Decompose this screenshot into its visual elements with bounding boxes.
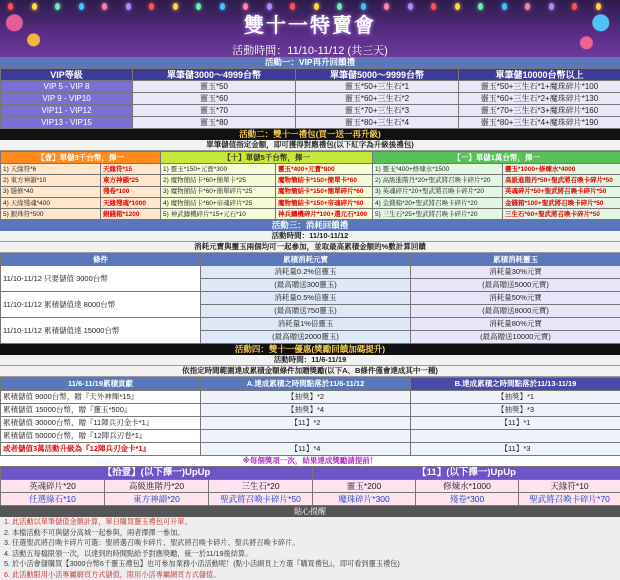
light-bulb [572,3,577,10]
consume-coin-reward: 消耗量30%元寶 [411,266,620,279]
vip-reward: 靈玉*50+三生石*1+魔珠碎片*100 [459,81,620,93]
vip-reward: 靈玉*50 [133,81,296,93]
table-row [1,266,620,279]
pack-upgrade: 靈玉*400+元寶*800 [276,164,373,175]
bonus-condition: 累積儲值 15000台幣，贈『靈玉*500』 [1,404,201,417]
vip-col-header: 單筆儲3000～4999台幣 [133,69,296,81]
bonus-condition: 累積儲值 30000台幣，贈『11陣兵刃金卡*1』 [1,417,201,430]
pack-upgrade: 東方神韻*25 [101,175,161,186]
bonus-a-reward: 【抽獎】*4 [201,404,411,417]
vip-reward: 靈玉*70+三生石*3+魔珠碎片*160 [459,105,620,117]
vip-level: VIP11 - VIP12 [1,105,133,117]
consume-coin-reward: (最高贈送8000元寶) [411,305,620,318]
light-bulb [408,3,413,10]
pick-option: 魔珠碎片*300 [313,493,416,506]
light-bulb [220,3,225,10]
table-row [1,292,620,305]
light-bulb [79,3,84,10]
light-bulb [384,3,389,10]
pack-upgrade: 英魂碎片*50+聖武將召喚卡碎片*50 [503,186,620,197]
pack-upgrade: 天緣殘魂*1000 [101,197,161,208]
pack-upgrade: 靈玉*1000+修煉水*4000 [503,164,620,175]
light-bulb [478,3,483,10]
pack-upgrade: 天緣符*15 [101,164,161,175]
table-row [1,186,620,197]
act4-title: 活動四：雙十一優惠(獎勵回饋加碼提升) [0,344,620,355]
table-row [1,81,620,93]
bonus-condition: 累積儲值 9000台幣，贈『天外神輝*15』 [1,391,201,404]
pack-upgrade: 魔物簡結卡*150+簡單卡*60 [276,175,373,186]
vip-col-header: 單筆儲5000～9999台幣 [296,69,459,81]
table-row [1,430,620,443]
light-bulb [243,3,248,10]
pack-upgrade: 三生石*60+聖武將召喚卡碎片*50 [503,209,620,220]
pick-option: 三生石*20 [209,480,313,493]
consume-condition: 11/10-11/12 只要儲值 3000台幣 [1,266,201,292]
consume-condition: 11/10-11/12 累積儲值達 15000台幣 [1,318,201,344]
light-bulb [55,3,60,10]
pack-base: 2) 魔物簡結卡*60+簡單卡*25 [161,175,276,186]
vip-level: VIP 5 - VIP 8 [1,81,133,93]
light-bulb [502,3,507,10]
vip-reward: 靈玉*60 [133,93,296,105]
pick-option: 聖武將召喚卡碎片*50 [209,493,313,506]
act2-title-text: 活動二：雙十一禮包(買一送一再升級) [239,129,381,139]
bonus-b-reward [411,430,620,443]
table-row [1,417,620,430]
bonus-table [0,377,620,456]
vip-col-header: VIP等級 [1,69,133,81]
vip-level: VIP 9 - VIP10 [1,93,133,105]
pack-base: 5) 銀珠符*500 [1,209,101,220]
consume-coin-reward: (最高贈送10000元寶) [411,331,620,344]
pack-base: 5) 三生石*25+聖武將召喚卡碎片*20 [373,209,503,220]
pack-base: 2) 東方神韻*10 [1,175,101,186]
light-bulb [102,3,107,10]
table-row [1,175,620,186]
light-bulb [525,3,530,10]
pack-upgrade: 魔物簡結卡*150+簡單碎片*60 [276,186,373,197]
tip-line: 5. 於小活會儲購買【3000台幣6千靈玉禮包】也可參加業務小活活動呢！(點小活網頁上方選『購買禮包』，即可看到靈玉禮包) [0,559,620,570]
bonus-a-reward [201,430,411,443]
pack-upgrade: 金錢箱*100+聖武將召喚卡碎片*50 [503,197,620,208]
consume-gem-reward: (最高贈送750靈玉) [201,305,411,318]
consume-condition: 11/10-11/12 累積儲值達 8000台幣 [1,292,201,318]
act4-period: 活動時間：11/6-11/19 [0,355,620,366]
right-pick-header: 【11】(以下擇一)UpUp [313,467,620,480]
vip-reward: 靈玉*70+三生石*3 [296,105,459,117]
light-bulb [455,3,460,10]
consume-gem-reward: 消耗量1%倍靈玉 [201,318,411,331]
pick-option: 殘卷*300 [416,493,519,506]
light-bulb [361,3,366,10]
pack-base: 3) 魔物簡結卡*60+簡單碎片*25 [161,186,276,197]
pick-option: 聖武將召喚卡碎片*70 [519,493,620,506]
consume-coin-reward: (最高贈送5000元寶) [411,279,620,292]
consume-col-header: 累積消耗元寶 [201,254,411,266]
consume-coin-reward: 消耗量50%元寶 [411,292,620,305]
act3-period: 活動時間：11/10-11/12 [0,231,620,242]
pick-option: 修煉水*1000 [416,480,519,493]
light-bulb [549,3,554,10]
vip-table [0,68,620,129]
bonus-b-reward: 【11】*3 [411,443,620,456]
act3-subtitle: 消耗元寶與靈玉兩個均可一起參加，並取最高累積金額的%數計算回饋 [0,242,620,253]
act1-title: 活動一：VIP再升回饋禮 [0,57,620,68]
pack-upgrade: 殘卷*100 [101,186,161,197]
table-row [1,105,620,117]
tier-10000-header: 【一】單儲1萬台幣，擇一 [373,152,620,164]
light-bulb [431,3,436,10]
vip-reward: 靈玉*60+三生石*2 [296,93,459,105]
light-bulb [32,3,37,10]
page-title: 雙十一特賣會 [0,0,620,38]
pick-option: 高級進階丹*20 [105,480,209,493]
light-bulb [337,3,342,10]
pack-base: 3) 英魂碎片*20+聖武將召喚卡碎片*20 [373,186,503,197]
consume-col-header: 條件 [1,254,201,266]
vip-col-header: 單筆儲10000台幣以上 [459,69,620,81]
tier-5000-header: 【十】單儲5千台幣，擇一 [161,152,373,164]
light-bulb [149,3,154,10]
pack-base: 2) 高級進階丹*20+聖武將召喚卡碎片*20 [373,175,503,186]
vip-reward: 靈玉*60+三生石*2+魔珠碎片*130 [459,93,620,105]
pack-base: 1) 靈玉*400+修煉水*1500 [373,164,503,175]
vip-reward: 靈玉*80+三生石*4 [296,117,459,129]
pack-base: 1) 天緣符*6 [1,164,101,175]
light-bulb [126,3,131,10]
table-row [1,209,620,220]
bonus-a-reward: 【11】*2 [201,417,411,430]
tip-line: 4. 活動五每檔限領一次，以達到的時間點給予對應獎勵，統一於11/19後結算。 [0,549,620,560]
consume-coin-reward: 消耗量80%元寶 [411,318,620,331]
bonus-b-reward: 【抽獎】*3 [411,404,620,417]
tip-line: 2. 本檔活動不可與儲分高城一起參與，兩者擇擇一參加。 [0,528,620,539]
table-row [1,93,620,105]
pack-upgrade: 銀錢箱*1200 [101,209,161,220]
tips-panel [0,506,620,580]
consume-gem-reward: (最高贈送2000靈玉) [201,331,411,344]
bonus-condition: 累積儲值 50000台幣，贈『12陣兵刃卷*1』 [1,430,201,443]
light-bulb [290,3,295,10]
pack-upgrade: 神兵鑄機碎片*100+選元石*100 [276,209,373,220]
tip-line: 1. 此活動以單筆儲值金額計算，單日購買靈玉禮包可升單。 [0,517,620,528]
bonus-a-reward: 【11】*4 [201,443,411,456]
bonus-col-header: 11/6-11/19累積貢獻 [1,378,201,391]
tip-line: 3. 任選聖武將召喚卡碎片可選：聖將選召喚卡碎片、聖武將召喚卡碎片、聖兵將召喚卡碎片。 [0,538,620,549]
act4-subtitle: 依指定時間範圍達成累積金額條件加贈獎勵(以下A、B條件僅會達成其中一種) [0,366,620,377]
light-bulb [596,3,601,10]
string-lights [0,0,620,14]
gift-pack-table [0,151,620,220]
pack-base: 5) 神武鑄機碎片*15+元石*10 [161,209,276,220]
light-bulb [267,3,272,10]
light-bulb [196,3,201,10]
table-row [1,117,620,129]
pick-option: 英魂碎片*20 [1,480,105,493]
event-banner [0,0,620,57]
pack-upgrade: 高級進階丹*50+聖武將召喚卡碎片*50 [503,175,620,186]
bonus-b-reward: 【抽獎】*1 [411,391,620,404]
consume-table [0,253,620,344]
pack-base: 4) 魔物簡結卡*60+帝魂碎片*25 [161,197,276,208]
vip-reward: 靈玉*80+三生石*4+魔珠碎片*190 [459,117,620,129]
act2-subtitle: 單筆儲值指定金額，即可獲得對應禮包(以下紅字為升級後禮包) [0,140,620,151]
pack-base: 4) 金錢箱*20+聖武將召喚卡碎片*20 [373,197,503,208]
pick-option: 任選綠石*10 [1,493,105,506]
tips-title: 貼心提醒 [0,506,620,517]
table-row [1,480,620,493]
consume-gem-reward: (最高贈送300靈玉) [201,279,411,292]
table-row [1,391,620,404]
table-row [1,493,620,506]
reward-pick-table [0,466,620,506]
bonus-b-reward: 【11】*1 [411,417,620,430]
tip-line: 6. 此活動限用小活專屬網頁方式儲值，限用小活專屬網頁方式儲值。 [0,570,620,580]
bonus-a-reward: 【抽獎】*2 [201,391,411,404]
vip-reward: 靈玉*70 [133,105,296,117]
act3-title: 活動三：消耗回饋禮 [0,220,620,231]
table-row [1,164,620,175]
reward-note: ※每個獎項一次，結果達成獎勵請提前！ [0,456,620,466]
consume-col-header: 累積消耗靈玉 [411,254,620,266]
act2-title [0,129,620,140]
table-row [1,318,620,331]
table-row [1,404,620,417]
consume-gem-reward: 消耗量0.2%倍靈玉 [201,266,411,279]
pick-option: 靈玉*200 [313,480,416,493]
event-period: 活動時間：11/10-11/12 (共三天) [0,42,620,57]
vip-reward: 靈玉*80 [133,117,296,129]
pick-option: 天緣符*10 [519,480,620,493]
pack-base: 1) 靈玉*150+元寶*300 [161,164,276,175]
pack-upgrade: 魔物簡結卡*150+帝魂碎片*60 [276,197,373,208]
pack-base: 4) 天緣殘魂*400 [1,197,101,208]
light-bulb [8,3,13,10]
bonus-col-header: A.達成累積之時間點落於11/6-11/12 [201,378,411,391]
vip-reward: 靈玉*50+三生石*1 [296,81,459,93]
pack-base: 3) 隱修*40 [1,186,101,197]
pick-option: 東方神韻*20 [105,493,209,506]
vip-level: VIP13 - VIP15 [1,117,133,129]
consume-gem-reward: 消耗量0.5%倍靈玉 [201,292,411,305]
tier-3000-header: 【壹】單儲3千台幣，擇一 [1,152,161,164]
left-pick-header: 【拾壹】(以下擇一)UpUp [1,467,313,480]
table-row [1,443,620,456]
table-row [1,197,620,208]
light-bulb [173,3,178,10]
bonus-condition: 或者儲值3萬活動升級為『12陣兵刃金卡*1』 [1,443,201,456]
light-bulb [314,3,319,10]
bonus-col-header: B.達成累積之時間點落於11/13-11/19 [411,378,620,391]
